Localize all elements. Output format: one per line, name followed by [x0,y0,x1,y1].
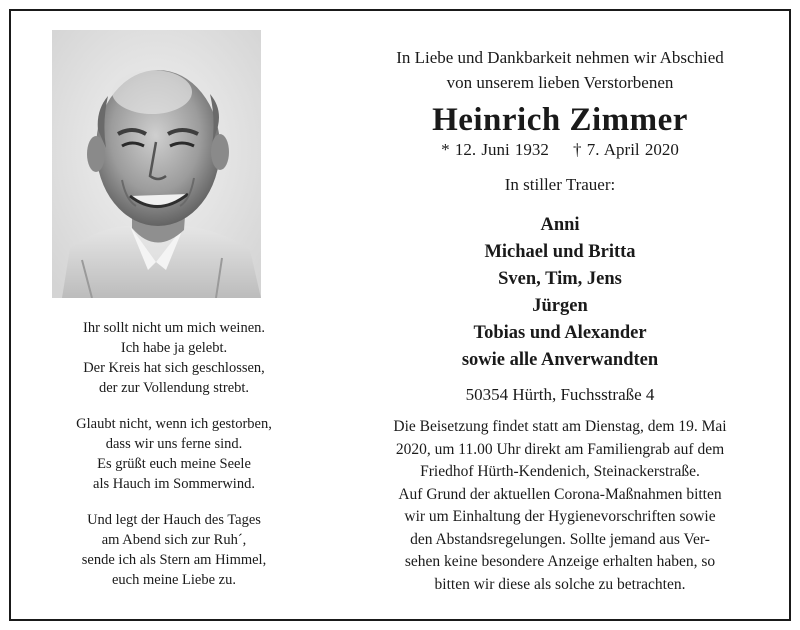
poem-stanza-1 [24,318,324,398]
family-member: Tobias und Alexander [473,323,647,343]
burial-line: den Abstandsregelungen. Sollte jemand aus Ver- [410,530,710,548]
intro-text [350,45,770,95]
portrait-photo [52,30,261,298]
burial-line: Friedhof Hürth-Kendenich, Steinackerstraße. [420,463,700,480]
deceased-name: Heinrich Zimmer [432,102,688,138]
intro-line: von unserem lieben Verstorbenen [446,73,674,92]
birth-date: * 12. Juni 1932 [441,140,549,159]
family-member: sowie alle Anverwandten [461,350,659,370]
death-date: † 7. April 2020 [572,140,679,159]
burial-line: bitten wir diese als solche zu betrachten. [434,575,686,593]
family-member: Sven, Tim, Jens [498,269,622,289]
burial-line: sehen keine besondere Anzeige erhalten haben, so [404,553,716,570]
burial-line: 2020, um 11.00 Uhr direkt am Familiengrab auf dem [395,440,725,458]
poem-stanza-3 [24,510,324,590]
burial-line: Auf Grund der aktuellen Corona-Maßnahmen bitten [398,485,722,503]
family-member: Jürgen [532,296,588,316]
poem-line: Glaubt nicht, wenn ich gestorben, [76,416,272,432]
poem-stanza-2 [24,414,324,494]
poem-line: Ich habe ja gelebt. [120,340,228,356]
poem-line: Es grüßt euch meine Seele [97,456,251,472]
poem-line: der zur Vollendung strebt. [98,380,250,396]
burial-notice [350,416,770,596]
family-member: Michael und Britta [484,242,636,262]
poem-line: Der Kreis hat sich geschlossen, [83,360,265,376]
intro-line: In Liebe und Dankbarkeit nehmen wir Abschied [396,48,724,67]
poem-line: am Abend sich zur Ruh´, [101,532,247,548]
mourning-label: In stiller Trauer: [504,175,616,194]
poem-line: sende ich als Stern am Himmel, [81,552,267,568]
address: 50354 Hürth, Fuchsstraße 4 [465,385,655,404]
family-list [350,212,770,374]
family-member: Anni [540,215,580,235]
poem-line: als Hauch im Sommerwind. [93,476,255,492]
burial-line: Die Beisetzung findet statt am Dienstag, dem 19. Mai [393,418,727,435]
burial-line: wir um Einhaltung der Hygienevorschriften sowie [404,508,716,525]
poem-line: Und legt der Hauch des Tages [87,512,261,528]
life-dates [350,138,770,162]
poem-line: dass wir uns ferne sind. [105,436,243,452]
poem-line: Ihr sollt nicht um mich weinen. [82,320,266,336]
poem-line: euch meine Liebe zu. [112,572,236,588]
